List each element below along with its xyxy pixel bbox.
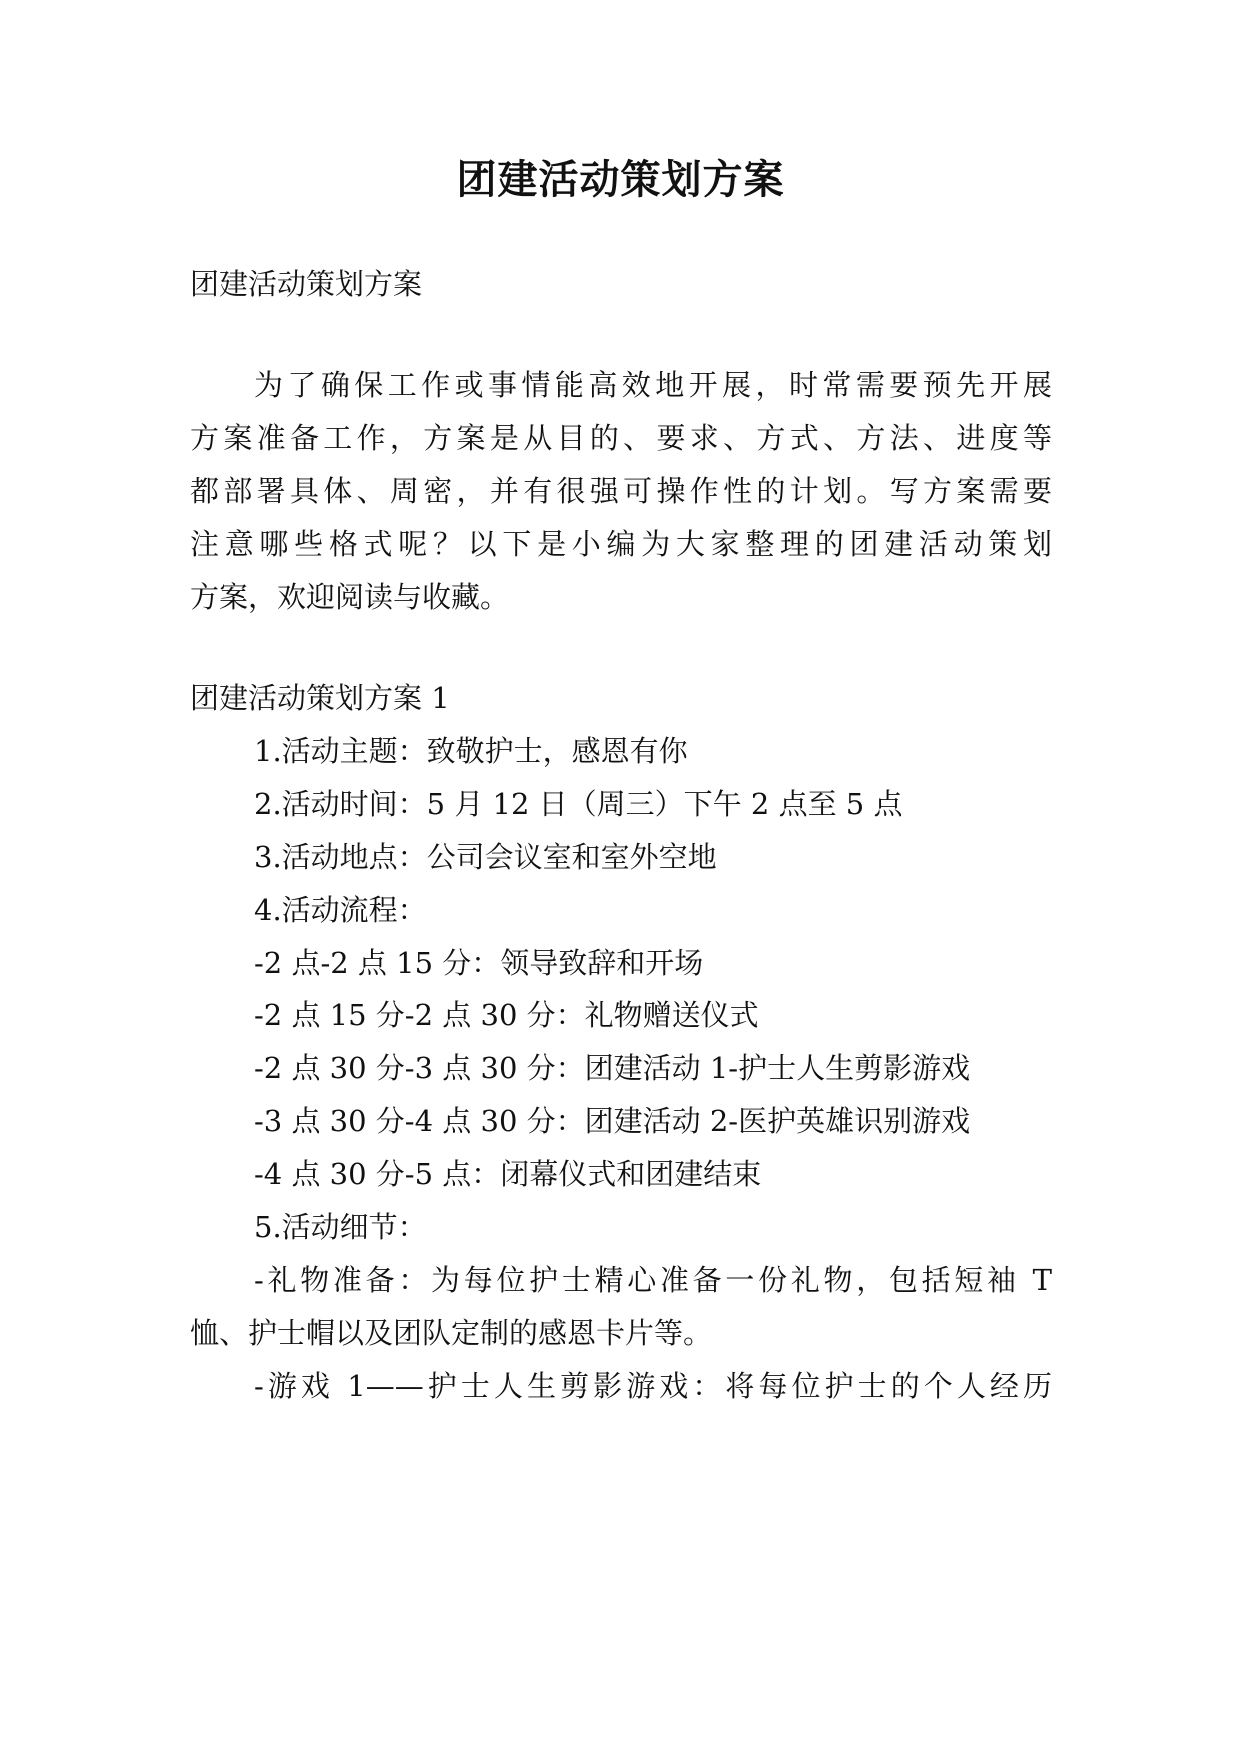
plan-item: 4.活动流程： bbox=[254, 893, 427, 927]
intro-paragraph-line: 方案，欢迎阅读与收藏。 bbox=[190, 580, 510, 614]
intro-paragraph-line: 为了确保工作或事情能高效地开展，时常需要预先开展 bbox=[254, 368, 1052, 402]
intro-paragraph-line: 都部署具体、周密，并有很强可操作性的计划。写方案需要 bbox=[190, 474, 1052, 508]
intro-paragraph-line: 方案准备工作，方案是从目的、要求、方式、方法、进度等 bbox=[190, 421, 1052, 455]
plan-item: 5.活动细节： bbox=[254, 1210, 427, 1244]
gift-detail-line: 恤、护士帽以及团队定制的感恩卡片等。 bbox=[190, 1316, 713, 1350]
document-subtitle: 团建活动策划方案 bbox=[190, 267, 423, 301]
schedule-item: -2 点 30 分-3 点 30 分：团建活动 1-护士人生剪影游戏 bbox=[254, 1051, 971, 1085]
intro-paragraph-line: 注意哪些格式呢？以下是小编为大家整理的团建活动策划 bbox=[190, 527, 1052, 561]
section-heading: 团建活动策划方案 1 bbox=[190, 681, 450, 715]
plan-item: 2.活动时间：5 月 12 日（周三）下午 2 点至 5 点 bbox=[254, 787, 903, 821]
plan-item: 3.活动地点：公司会议室和室外空地 bbox=[254, 840, 717, 874]
gift-detail-line: -礼物准备：为每位护士精心准备一份礼物，包括短袖 T bbox=[254, 1263, 1052, 1297]
page-title: 团建活动策划方案 bbox=[456, 156, 785, 203]
plan-item: 1.活动主题：致敬护士，感恩有你 bbox=[254, 734, 688, 768]
schedule-item: -2 点-2 点 15 分：领导致辞和开场 bbox=[254, 946, 704, 980]
schedule-item: -2 点 15 分-2 点 30 分：礼物赠送仪式 bbox=[254, 998, 759, 1032]
schedule-item: -4 点 30 分-5 点：闭幕仪式和团建结束 bbox=[254, 1157, 762, 1191]
game-detail-line: -游戏 1——护士人生剪影游戏：将每位护士的个人经历 bbox=[254, 1369, 1052, 1403]
schedule-item: -3 点 30 分-4 点 30 分：团建活动 2-医护英雄识别游戏 bbox=[254, 1104, 971, 1138]
